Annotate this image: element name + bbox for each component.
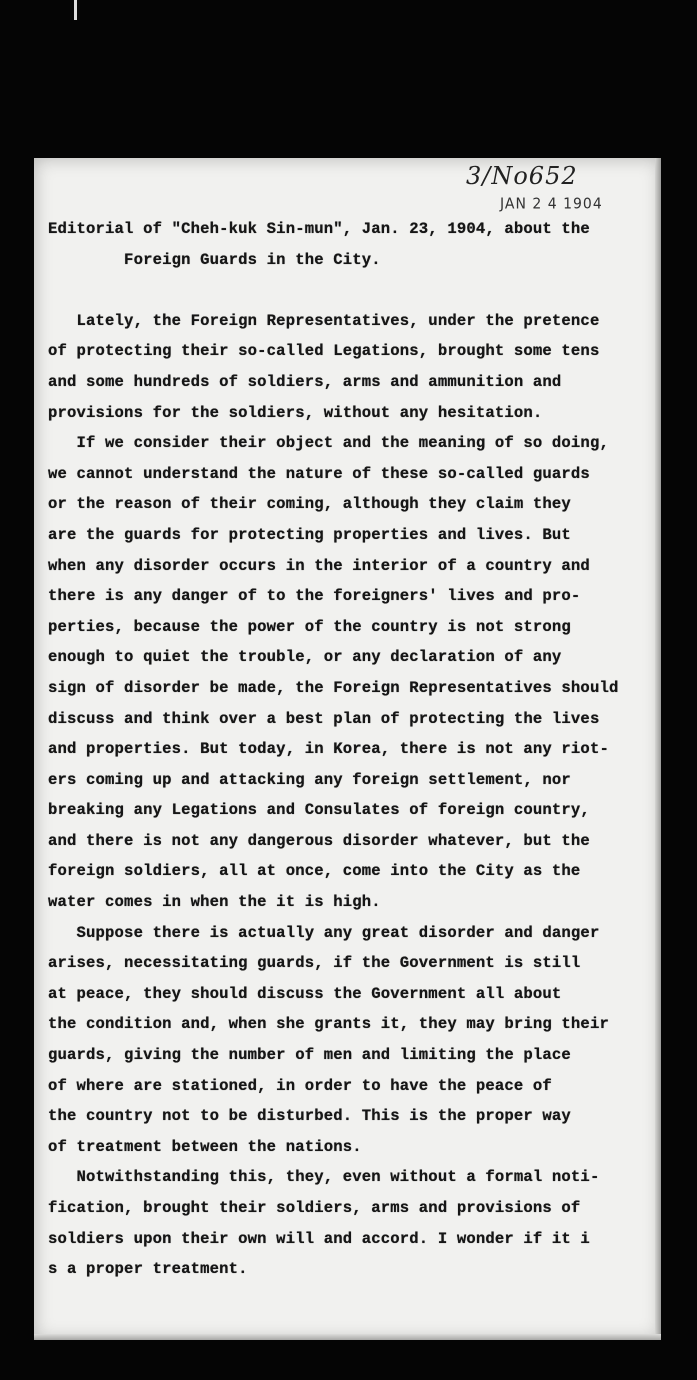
text-line: or the reason of their coming, although they claim they — [48, 495, 571, 514]
document-body — [48, 214, 648, 1285]
text-line: are the guards for protecting properties and lives. But — [48, 525, 571, 544]
text-line: Editorial of "Cheh-kuk Sin-mun", Jan. 23, 1904, about the — [48, 220, 590, 238]
page-edge — [655, 158, 661, 1340]
received-date-stamp: JAN 2 4 1904 — [500, 195, 603, 213]
text-line: of where are stationed, in order to have the peace of — [48, 1076, 552, 1095]
text-line: soldiers upon their own will and accord. I wonder if it i — [48, 1229, 590, 1248]
text-line: we cannot understand the nature of these so-called guards — [48, 464, 590, 483]
text-line: at peace, they should discuss the Government all about — [48, 984, 562, 1003]
text-line: of treatment between the nations. — [48, 1137, 362, 1156]
text-line: there is any danger of to the foreigners' lives and pro- — [48, 587, 581, 606]
text-line: Lately, the Foreign Representatives, under the pretence — [48, 311, 600, 330]
film-frame-mark — [74, 0, 77, 20]
text-line: enough to quiet the trouble, or any declaration of any — [48, 648, 562, 667]
text-line: ers coming up and attacking any foreign settlement, nor — [48, 770, 571, 789]
text-line: Foreign Guards in the City. — [48, 250, 381, 269]
text-line: the condition and, when she grants it, they may bring their — [48, 1015, 609, 1034]
text-line: and some hundreds of soldiers, arms and ammunition and — [48, 372, 562, 391]
text-line: guards, giving the number of men and limiting the place — [48, 1046, 571, 1065]
text-line: and properties. But today, in Korea, there is not any riot- — [48, 740, 609, 759]
text-line: Suppose there is actually any great disorder and danger — [48, 923, 600, 942]
text-line — [48, 275, 648, 306]
page-bottom-edge — [34, 1334, 661, 1340]
text-line: when any disorder occurs in the interior of a country and — [48, 556, 590, 575]
text-line: breaking any Legations and Consulates of foreign country, — [48, 801, 590, 820]
text-line: of protecting their so-called Legations, brought some tens — [48, 342, 600, 361]
text-line: discuss and think over a best plan of protecting the lives — [48, 709, 600, 728]
text-line: water comes in when the it is high. — [48, 893, 381, 912]
document-page — [34, 158, 661, 1340]
text-line: perties, because the power of the country is not strong — [48, 617, 571, 636]
text-line: If we consider their object and the meaning of so doing, — [48, 434, 609, 453]
handwritten-reference-number: 3/No652 — [466, 162, 578, 190]
text-line: and there is not any dangerous disorder whatever, but the — [48, 831, 590, 850]
text-line: sign of disorder be made, the Foreign Representatives should — [48, 678, 619, 697]
text-line: provisions for the soldiers, without any hesitation. — [48, 403, 543, 422]
text-line: arises, necessitating guards, if the Government is still — [48, 954, 581, 973]
text-line: Notwithstanding this, they, even without a formal noti- — [48, 1168, 600, 1187]
text-line: the country not to be disturbed. This is the proper way — [48, 1107, 571, 1126]
text-line: s a proper treatment. — [48, 1260, 248, 1279]
text-line: foreign soldiers, all at once, come into the City as the — [48, 862, 581, 881]
text-line: fication, brought their soldiers, arms and provisions of — [48, 1199, 581, 1217]
